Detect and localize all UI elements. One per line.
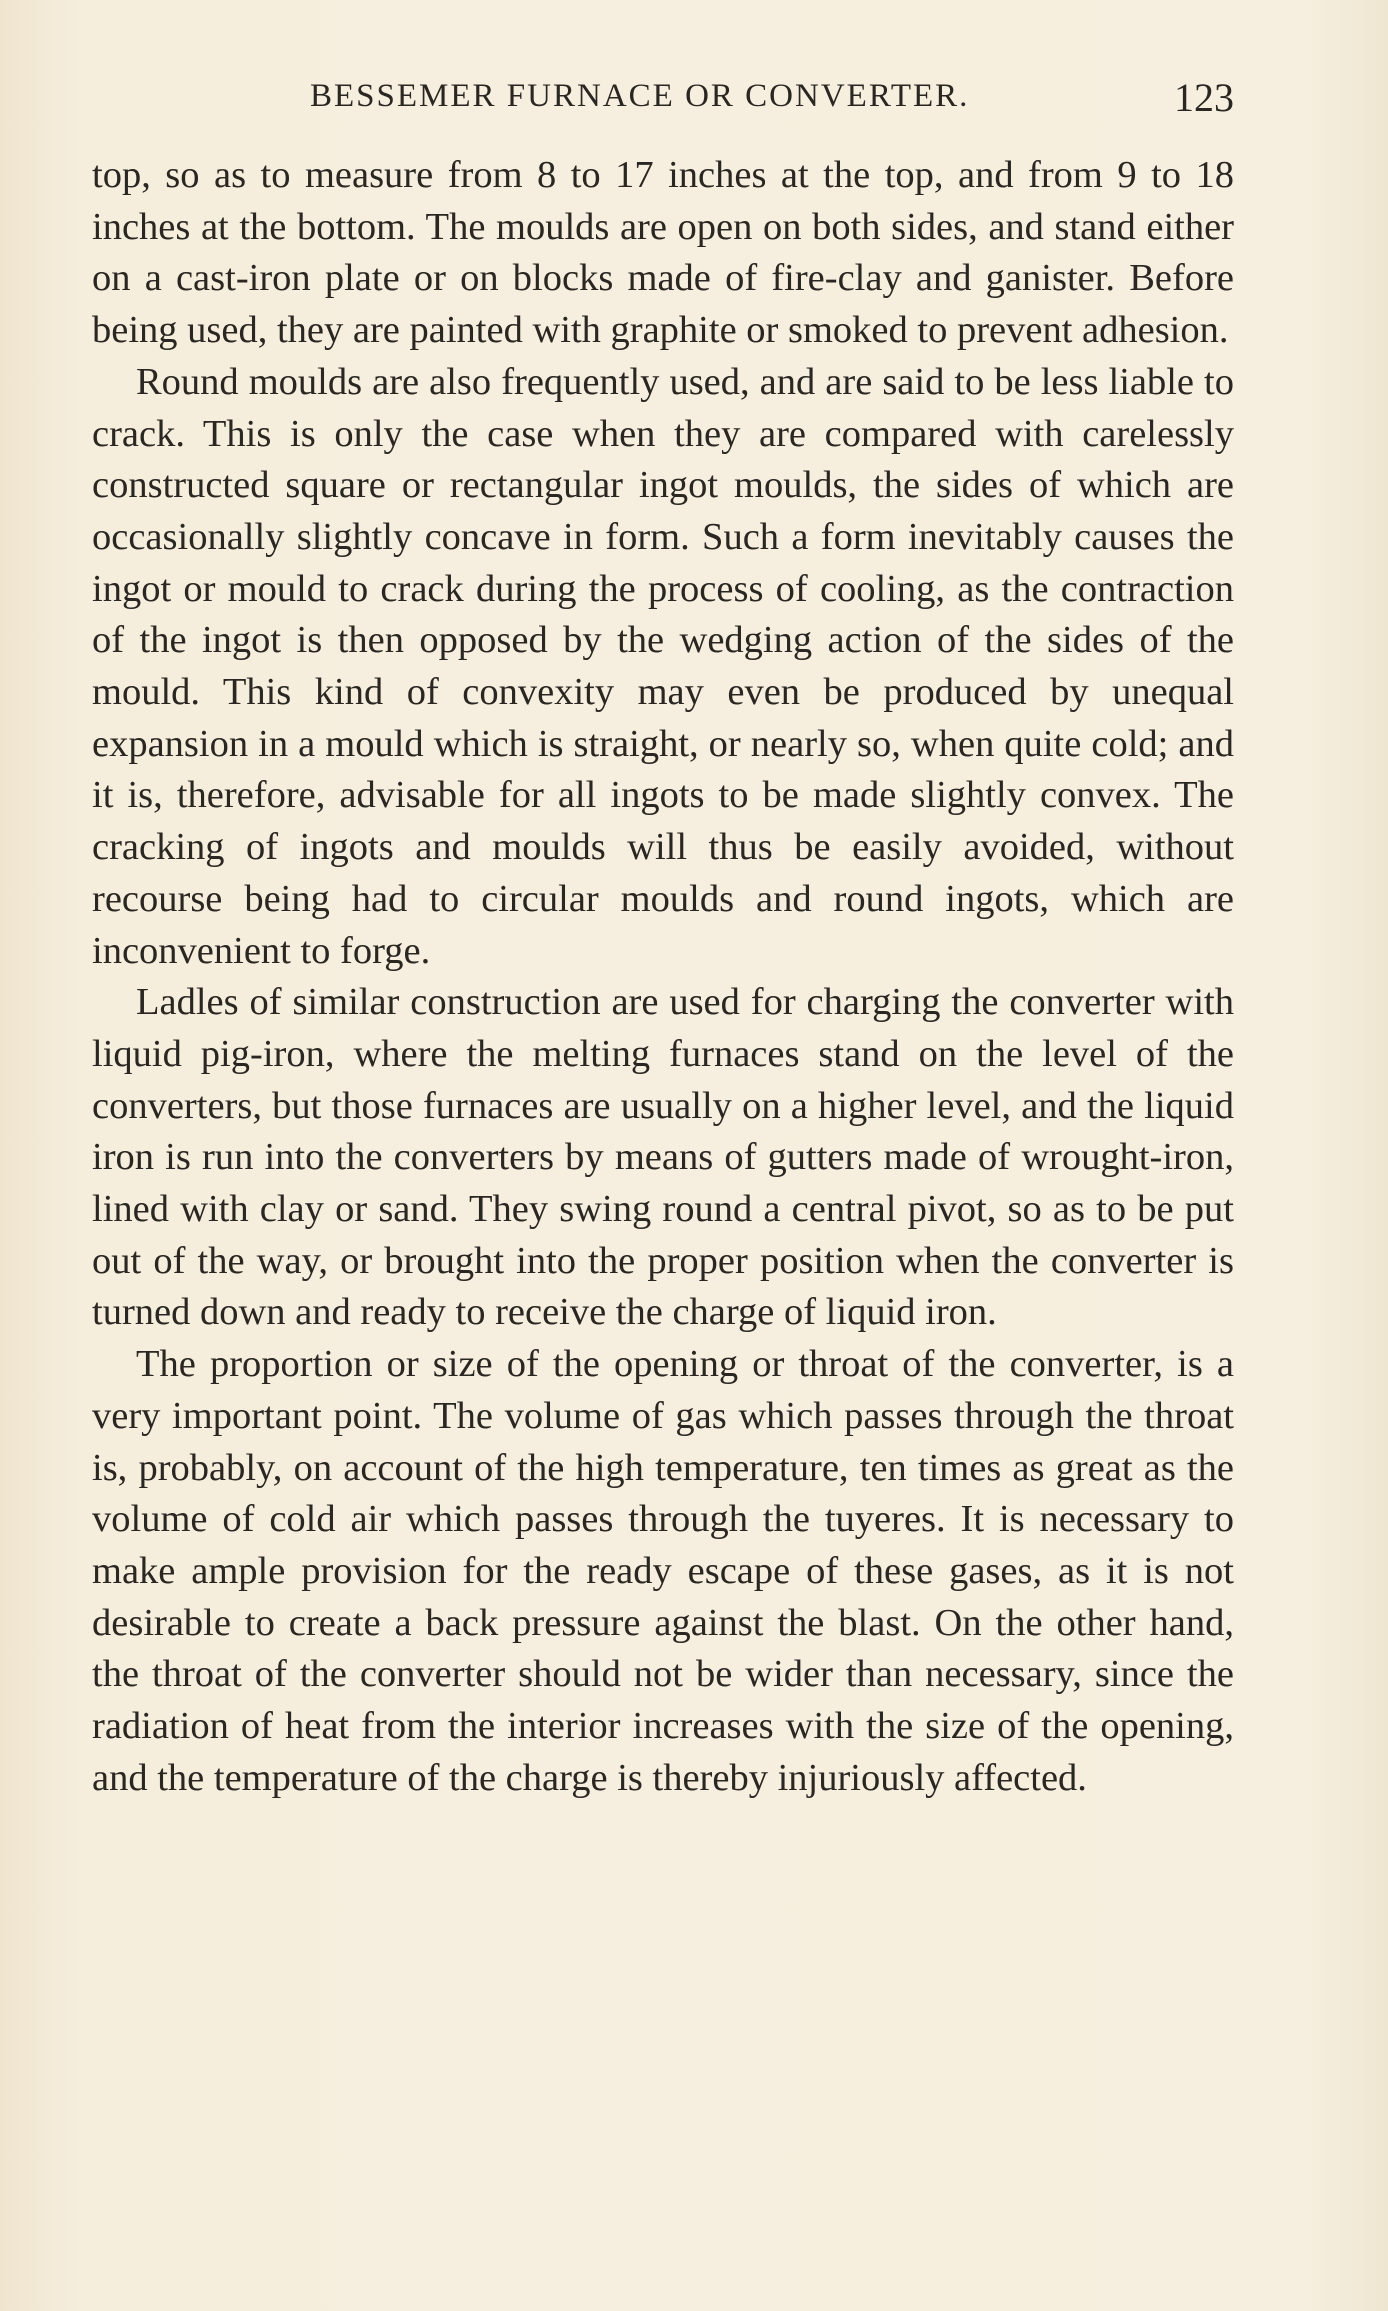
paragraph-throat: The proportion or size of the opening or throat of the converter, is a very important point. The volume of gas which passes through the throat is, probably, on account of the high temperature, ten times as great as the volume of cold air which passes through the tuyeres. It is necessary to make ample provision for the ready escape of these gases, as it is not desirable to create a back pressure against the blast. On the other hand, the throat of the converter should not be wider than necessary, since the radiation of heat from the interior increases with the size of the opening, and the temperature of the charge is thereby injuriously affected. — [92, 1343, 1234, 1799]
body-text — [92, 150, 1234, 1805]
paragraph-continued: top, so as to measure from 8 to 17 inches at the top, and from 9 to 18 inches at the bottom. The moulds are open on both sides, and stand either on a cast-iron plate or on blocks made of fire-clay and ganister. Before being used, they are painted with graphite or smoked to prevent adhesion. — [92, 154, 1234, 352]
page-number: 123 — [1174, 75, 1234, 120]
paragraph-ladles: Ladles of similar construction are used for charging the converter with liquid pig-iron, where the melting furnaces stand on the level of the converters, but those furnaces are usually on a higher level, and the liquid iron is run into the converters by means of gutters made of wrought-iron, lined with clay or sand. They swing round a central pivot, so as to be put out of the way, or brought into the proper position when the converter is turned down and ready to receive the charge of liquid iron. — [92, 981, 1234, 1334]
running-title: BESSEMER FURNACE OR CONVERTER. — [310, 78, 970, 114]
paragraph-round-moulds: Round moulds are also frequently used, and are said to be less liable to crack. This is only the case when they are compared with carelessly constructed square or rectangular ingot moulds, the sides of which are occasionally slightly concave in form. Such a form inevitably causes the ingot or mould to crack during the process of cooling, as the contraction of the ingot is then opposed by the wedging action of the sides of the mould. This kind of convexity may even be produced by unequal expansion in a mould which is straight, or nearly so, when quite cold; and it is, therefore, advisable for all ingots to be made slightly convex. The cracking of ingots and moulds will thus be easily avoided, without recourse being had to circular moulds and round ingots, which are inconvenient to forge. — [92, 360, 1234, 972]
running-head — [92, 72, 1234, 122]
